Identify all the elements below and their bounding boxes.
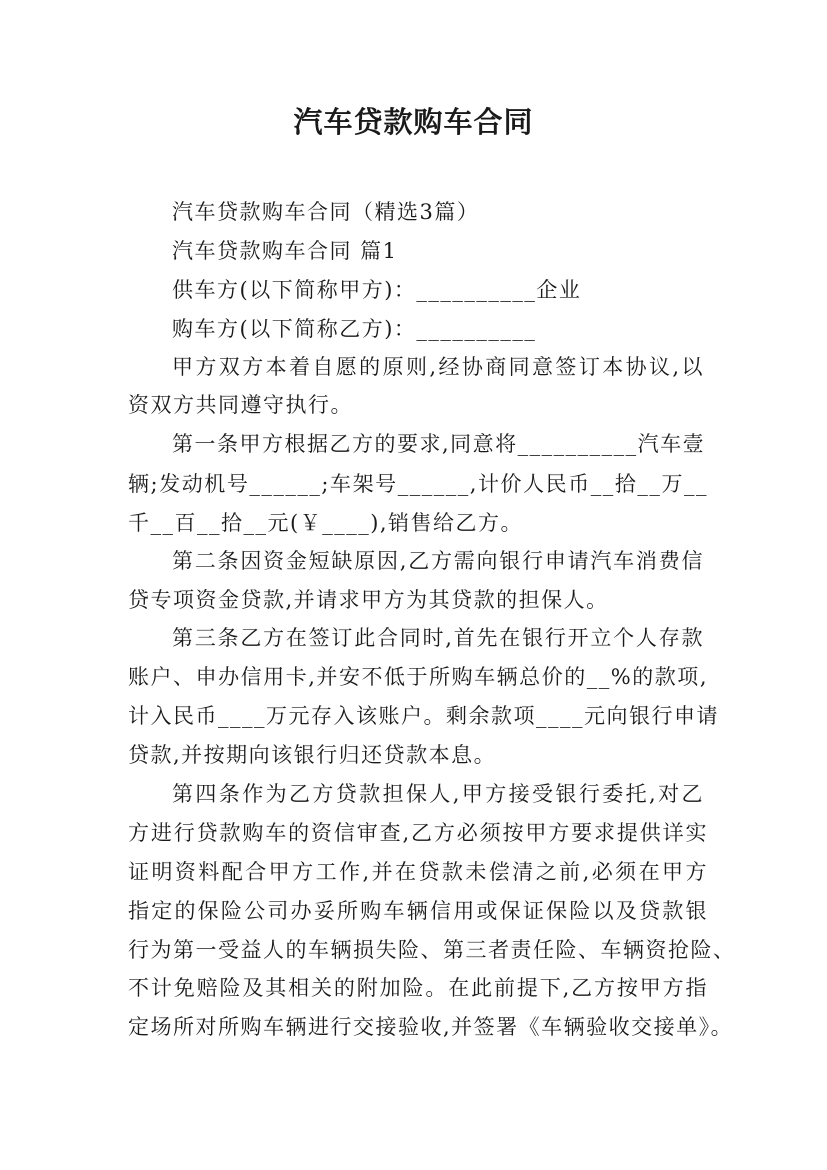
paragraph-line: 计入民币____万元存入该账户。剩余款项____元向银行申请 bbox=[128, 704, 719, 728]
paragraph-line: 指定的保险公司办妥所购车辆信用或保证保险以及贷款银 bbox=[128, 899, 708, 923]
paragraph-line: 第一条甲方根据乙方的要求,同意将__________汽车壹 bbox=[172, 432, 706, 456]
paragraph-line: 第四条作为乙方贷款担保人,甲方接受银行委托,对乙 bbox=[172, 782, 704, 806]
paragraph-line: 千__百__拾__元(￥____),销售给乙方。 bbox=[128, 511, 524, 535]
paragraph-line: 行为第一受益人的车辆损失险、第三者责任险、车辆资抢险、 bbox=[128, 938, 736, 962]
paragraph-line: 证明资料配合甲方工作,并在贷款未偿清之前,必须在甲方 bbox=[128, 860, 708, 884]
paragraph-line: 甲方双方本着自愿的原则,经协商同意签订本协议,以 bbox=[172, 355, 704, 379]
paragraph-line: 贷款,并按期向该银行归还贷款本息。 bbox=[128, 743, 497, 767]
document-title: 汽车贷款购车合同 bbox=[293, 105, 534, 139]
intro-line: 供车方(以下简称甲方)：__________企业 bbox=[172, 278, 582, 302]
paragraph-line: 定场所对所购车辆进行交接验收,并签署《车辆验收交接单》。 bbox=[128, 1015, 734, 1039]
intro-line: 汽车贷款购车合同 篇1 bbox=[172, 239, 398, 263]
paragraph-line: 第二条因资金短缺原因,乙方需向银行申请汽车消费信 bbox=[172, 549, 704, 573]
paragraph-line: 不计免赔险及其相关的附加险。在此前提下,乙方按甲方指 bbox=[128, 976, 708, 1000]
intro-line: 购车方(以下简称乙方)：__________ bbox=[172, 317, 537, 341]
intro-line: 汽车贷款购车合同（精选3篇） bbox=[172, 200, 480, 224]
paragraph-line: 辆;发动机号______;车架号______,计价人民币__拾__万__ bbox=[128, 472, 708, 496]
paragraph-line: 贷专项资金贷款,并请求甲方为其贷款的担保人。 bbox=[128, 588, 609, 612]
paragraph-line: 第三条乙方在签订此合同时,首先在银行开立个人存款 bbox=[172, 626, 704, 650]
paragraph-line: 账户、申办信用卡,并安不低于所购车辆总价的__%的款项, bbox=[128, 665, 708, 689]
paragraph-line: 资双方共同遵守执行。 bbox=[128, 393, 353, 417]
paragraph-line: 方进行贷款购车的资信审查,乙方必须按甲方要求提供详实 bbox=[128, 821, 708, 845]
